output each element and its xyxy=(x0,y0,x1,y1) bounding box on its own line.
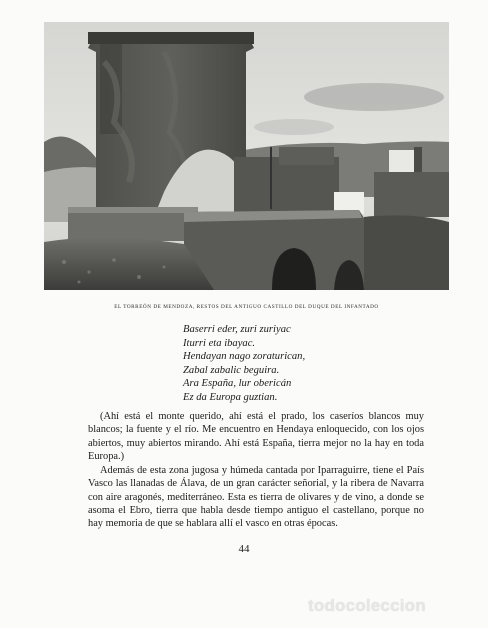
watermark-logo: todocoleccion xyxy=(308,596,426,615)
photo-caption: EL TORREÓN DE MENDOZA, RESTOS DEL ANTIGUO CASTILLO DEL DUQUE DEL INFANTADO xyxy=(114,304,379,310)
basque-poem xyxy=(183,323,305,405)
description-paragraph: Además de esta zona jugosa y húmeda cantada por Iparraguirre, tiene el País Vasco las llanadas de Álava, de un gran carácter señorial, y la ribera de Navarra con aire aragonés, mediterráneo. Esta es tierra de olivares y de vino, a donde se asoma el Ebro, tierra que habla desde tiempo antiguo el castellano, porque no hay memoria de que se hablara allí el vasco en otras épocas. xyxy=(88,465,424,530)
translation-paragraph: (Ahí está el monte querido, ahí está el prado, los caseríos blancos muy blancos; la fuente y el río. Me encuentro en Hendaya enloquecido, con los ojos abiertos, muy abiertos mirando. Ahí está España, tierra mejor no la hay en toda Europa.) xyxy=(88,411,424,462)
poem-line: Ez da Europa guztian. xyxy=(183,391,278,403)
poem-line: Iturri eta ibayac. xyxy=(183,337,256,349)
page-number: 44 xyxy=(238,543,250,555)
poem-line: Ara España, lur obericán xyxy=(183,378,292,390)
body-text xyxy=(88,410,424,532)
poem-line: Baserri eder, zuri zuriyac xyxy=(183,324,291,335)
poem-line: Hendayan nago zoraturican, xyxy=(183,351,306,363)
poem-line: Zabal zabalic beguira. xyxy=(183,364,280,376)
castle-photograph xyxy=(44,22,449,290)
